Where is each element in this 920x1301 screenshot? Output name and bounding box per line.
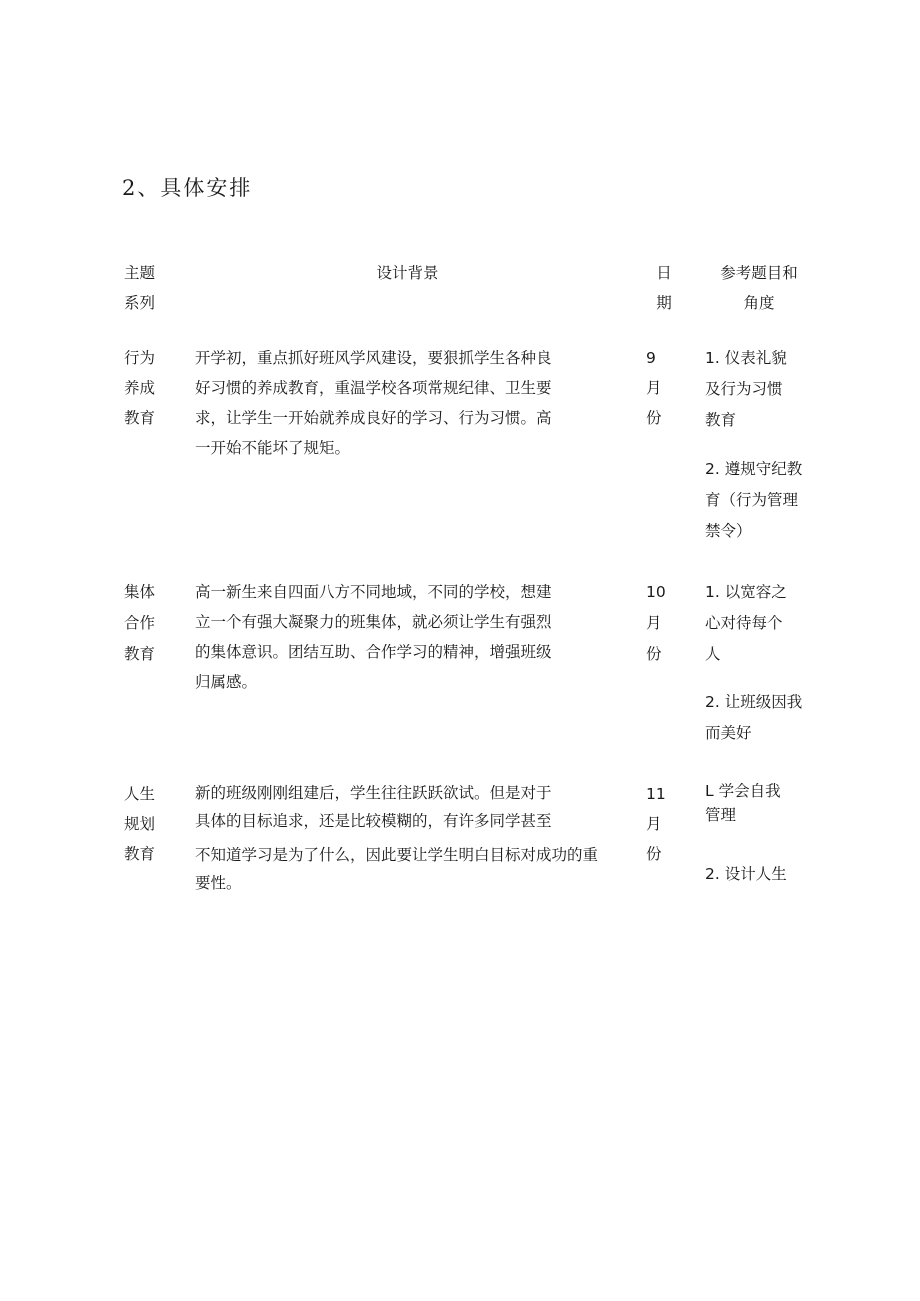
reference-line: 2. 让班级因我 [705,693,803,711]
reference-line: 人 [705,645,721,663]
background-line: 归属感。 [195,673,258,691]
table-row-2-theme [124,577,180,670]
theme-line: 养成 [124,379,156,397]
reference-line: 而美好 [705,724,752,742]
background-line: 好习惯的养成教育，重温学校各项常规纪律、卫生要 [195,379,552,397]
reference-line: 1. 仪表礼貌 [705,349,787,367]
header-date-line: 期 [656,294,672,312]
date-line: 月 [646,379,662,397]
date-line: 份 [646,645,662,663]
header-theme-line: 主题 [124,264,156,282]
theme-line: 教育 [124,409,156,427]
background-line: 要性。 [195,874,242,892]
background-line: 立一个有强大凝聚力的班集体，就必须让学生有强烈 [195,613,552,631]
date-line: 11 [646,785,666,803]
reference-line: 及行为习惯 [705,380,783,398]
reference-line: 育（行为管理 [705,491,799,509]
table-row-1-reference [705,343,815,547]
theme-line: 人生 [124,785,156,803]
header-date-line: 日 [656,264,672,282]
table-row-3-background [195,779,640,897]
background-line: 具体的目标追求，还是比较模糊的，有许多同学甚至 [195,812,552,830]
table-row-2-date [646,577,676,670]
header-theme-line: 系列 [124,294,156,312]
section-heading: 2、具体安排 [122,176,253,200]
date-line: 月 [646,614,662,632]
reference-line: 2. 遵规守纪教 [705,460,803,478]
table-row-1-date [646,343,676,433]
background-line: 求，让学生一开始就养成良好的学习、行为习惯。高 [195,409,552,427]
header-background-line: 设计背景 [376,264,439,282]
theme-line: 规划 [124,815,156,833]
theme-line: 行为 [124,349,156,367]
header-background [195,258,620,288]
date-line: 月 [646,815,662,833]
background-line: 新的班级刚刚组建后，学生往往跃跃欲试。但是对于 [195,784,552,802]
reference-line: 教育 [705,411,737,429]
header-date [650,258,678,318]
date-line: 份 [646,845,662,863]
table-row-3-reference [705,779,815,886]
reference-line: 管理 [705,806,737,824]
reference-gap [705,436,815,454]
header-theme [124,258,180,318]
reference-line: 1. 以宽容之 [705,583,787,601]
background-line: 不知道学习是为了什么，因此要让学生明白目标对成功的重 [195,846,599,864]
table-row-3-date [646,779,676,869]
table-row-3-theme [124,779,180,869]
date-line: 10 [646,583,666,601]
background-line: 高一新生来自四面八方不同地域，不同的学校，想建 [195,583,552,601]
reference-line: 禁令） [705,522,752,540]
background-line: 的集体意识。团结互助、合作学习的精神，增强班级 [195,643,552,661]
theme-line: 合作 [124,614,156,632]
header-reference-line: 角度 [743,294,775,312]
date-line: 份 [646,409,662,427]
reference-gap [705,670,815,687]
theme-line: 集体 [124,583,156,601]
theme-line: 教育 [124,845,156,863]
reference-line: L 学会自我 [705,782,781,800]
table-row-1-background [195,343,640,463]
background-line: 一开始不能坏了规矩。 [195,439,351,457]
table-row-1-theme [124,343,180,433]
header-reference [700,258,818,318]
date-line: 9 [646,349,656,367]
theme-line: 教育 [124,645,156,663]
background-line: 开学初，重点抓好班风学风建设，要狠抓学生各种良 [195,349,552,367]
header-reference-line: 参考题目和 [720,264,798,282]
table-row-2-reference [705,577,815,749]
reference-line: 心对待每个 [705,614,783,632]
reference-line: 2. 设计人生 [705,865,787,883]
reference-gap [705,827,815,862]
table-row-2-background [195,577,640,697]
